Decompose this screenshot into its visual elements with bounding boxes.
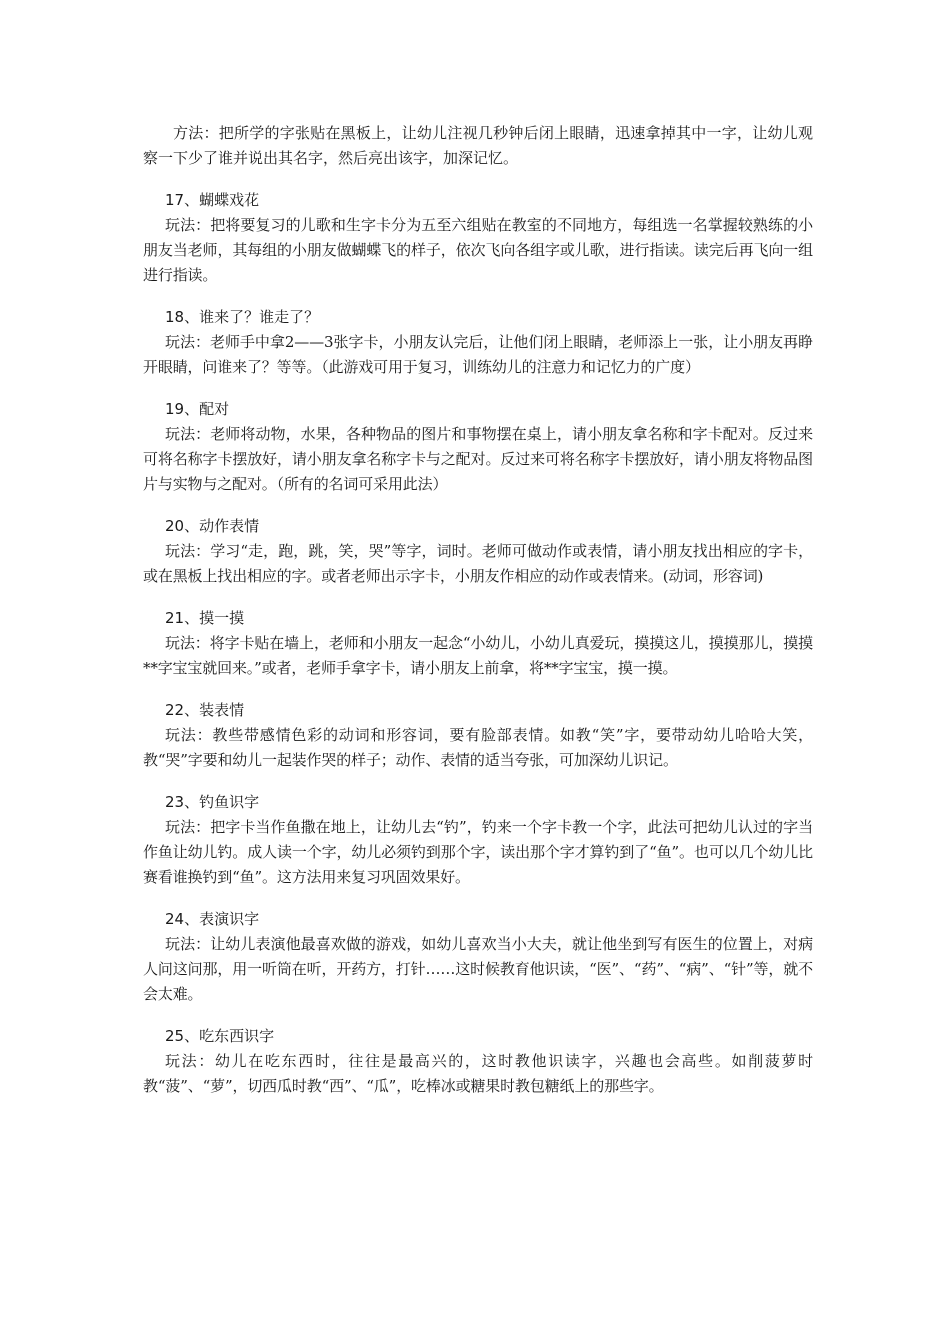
game-number: 25	[165, 1027, 185, 1045]
game-section	[143, 606, 813, 681]
game-title	[143, 1024, 813, 1049]
game-title	[143, 790, 813, 815]
game-number: 17	[165, 191, 185, 209]
game-title-text: 、钓鱼识字	[184, 793, 260, 811]
game-description: 玩法：老师手中拿2——3张字卡，小朋友认完后，让他们闭上眼睛，老师添上一张，让小朋友再睁开眼睛，问谁来了？等等。（此游戏可用于复习，训练幼儿的注意力和记忆力的广度）	[143, 333, 813, 376]
game-title	[143, 397, 813, 422]
game-section	[143, 514, 813, 589]
game-title	[143, 907, 813, 932]
game-title-text: 、配对	[184, 400, 230, 418]
game-section	[143, 305, 813, 380]
game-number: 22	[165, 701, 185, 719]
game-section	[143, 397, 813, 497]
game-section	[143, 907, 813, 1007]
game-number: 18	[165, 308, 185, 326]
game-number: 20	[165, 517, 185, 535]
game-section	[143, 698, 813, 773]
game-title-text: 、吃东西识字	[184, 1027, 275, 1045]
game-number: 24	[165, 910, 185, 928]
game-section	[143, 790, 813, 890]
game-title-text: 、摸一摸	[184, 609, 245, 627]
game-number: 21	[165, 609, 185, 627]
game-description: 玩法：把字卡当作鱼撒在地上，让幼儿去“钓”，钓来一个字卡教一个字，此法可把幼儿认过的字当作鱼让幼儿钓。成人读一个字，幼儿必须钓到那个字，读出那个字才算钓到了“鱼”。也可以几个幼儿比赛看谁换钓到“鱼”。这方法用来复习巩固效果好。	[143, 818, 813, 886]
game-title	[143, 188, 813, 213]
game-description: 玩法：让幼儿表演他最喜欢做的游戏，如幼儿喜欢当小大夫，就让他坐到写有医生的位置上，对病人问这问那，用一听筒在听，开药方，打针……这时候教育他识读，“医”、“药”、“病”、“针”等，就不会太难。	[143, 935, 813, 1003]
game-description: 玩法：将字卡贴在墙上，老师和小朋友一起念“小幼儿，小幼儿真爱玩，摸摸这儿，摸摸那儿，摸摸**字宝宝就回来。”或者，老师手拿字卡，请小朋友上前拿，将**字宝宝，摸一摸。	[143, 634, 813, 677]
game-title-text: 、动作表情	[184, 517, 260, 535]
document-page	[143, 121, 813, 1116]
game-number: 23	[165, 793, 185, 811]
game-title	[143, 606, 813, 631]
game-description: 玩法：学习“走，跑，跳，笑，哭”等字，词时。老师可做动作或表情，请小朋友找出相应的字卡，或在黑板上找出相应的字。或者老师出示字卡，小朋友作相应的动作或表情来。(动词，形容词)	[143, 542, 813, 585]
game-description: 玩法：教些带感情色彩的动词和形容词，要有脸部表情。如教“笑”字，要带动幼儿哈哈大笑，教“哭”字要和幼儿一起装作哭的样子；动作、表情的适当夸张，可加深幼儿识记。	[143, 726, 813, 769]
game-list	[143, 188, 813, 1099]
game-description: 玩法：把将要复习的儿歌和生字卡分为五至六组贴在教室的不同地方，每组选一名掌握较熟练的小朋友当老师，其每组的小朋友做蝴蝶飞的样子，依次飞向各组字或儿歌，进行指读。读完后再飞向一组进行指读。	[143, 216, 813, 284]
game-section	[143, 1024, 813, 1099]
game-title-text: 、蝴蝶戏花	[184, 191, 260, 209]
game-title	[143, 305, 813, 330]
game-title	[143, 698, 813, 723]
game-description: 玩法：幼儿在吃东西时，往往是最高兴的，这时教他识读字，兴趣也会高些。如削菠萝时教“菠”、“萝”，切西瓜时教“西”、“瓜”，吃棒冰或糖果时教包糖纸上的那些字。	[143, 1052, 813, 1095]
game-title-text: 、谁来了？谁走了？	[184, 308, 320, 326]
game-title-text: 、表演识字	[184, 910, 260, 928]
game-title	[143, 514, 813, 539]
game-number: 19	[165, 400, 185, 418]
intro-paragraph: 方法：把所学的字张贴在黑板上，让幼儿注视几秒钟后闭上眼睛，迅速拿掉其中一字，让幼儿观察一下少了谁并说出其名字，然后亮出该字，加深记忆。	[143, 124, 813, 167]
game-description: 玩法：老师将动物，水果，各种物品的图片和事物摆在桌上，请小朋友拿名称和字卡配对。反过来可将名称字卡摆放好，请小朋友拿名称字卡与之配对。反过来可将名称字卡摆放好，请小朋友将物品图片与实物与之配对。（所有的名词可采用此法）	[143, 425, 813, 493]
game-title-text: 、装表情	[184, 701, 245, 719]
game-section	[143, 188, 813, 288]
